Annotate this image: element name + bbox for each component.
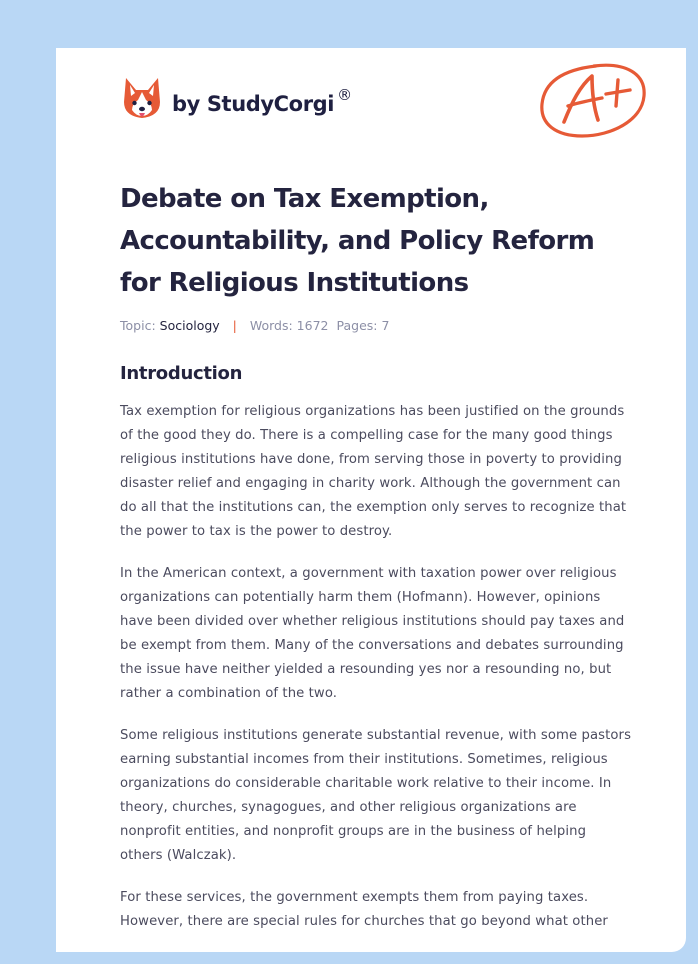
paragraph: For these services, the government exempts them from paying taxes. However, there are special rules for churches that go beyond what other <box>120 890 608 929</box>
article <box>120 178 632 934</box>
paragraph: Some religious institutions generate substantial revenue, with some pastors earning substantial incomes from their institutions. Sometimes, religious organizations do considerable charitable work relative to their income. In theory, churches, synagogues, and other religious organizations are nonprofit entities, and nonprofit groups are in the business of helping others (Walczak). <box>120 728 632 863</box>
corgi-icon <box>122 76 162 122</box>
article-meta <box>120 316 632 336</box>
article-title: Debate on Tax Exemption, Accountability, and Policy Reform for Religious Institutions <box>120 184 595 298</box>
registered-mark: ® <box>337 86 352 104</box>
word-count: Words: 1672 <box>249 318 329 333</box>
studycorgi-logo[interactable] <box>122 76 352 122</box>
document-card <box>56 48 686 952</box>
meta-separator: | <box>232 318 237 333</box>
section-heading-introduction: Introduction <box>120 363 243 384</box>
brand-name: by StudyCorgi ® <box>172 86 352 116</box>
topic-label: Topic: <box>120 318 156 333</box>
page-count: Pages: 7 <box>336 318 390 333</box>
topic-link[interactable]: Sociology <box>159 318 220 333</box>
paragraph: Tax exemption for religious organizations has been justified on the grounds of the good they do. There is a compelling case for the many good things religious institutions have done, from serving those in poverty to providing disaster relief and engaging in charity work. Although the government can do all that the institutions can, the exemption only serves to recognize that the power to tax is the power to destroy. <box>120 404 627 539</box>
a-plus-grade-icon <box>538 58 650 142</box>
paragraph: In the American context, a government with taxation power over religious organizations can potentially harm them (Hofmann). However, opinions have been divided over whether religious institutions should pay taxes and be exempt from them. Many of the conversations and debates surrounding the issue have neither yielded a resounding yes nor a resounding no, but rather a combination of the two. <box>120 566 625 701</box>
